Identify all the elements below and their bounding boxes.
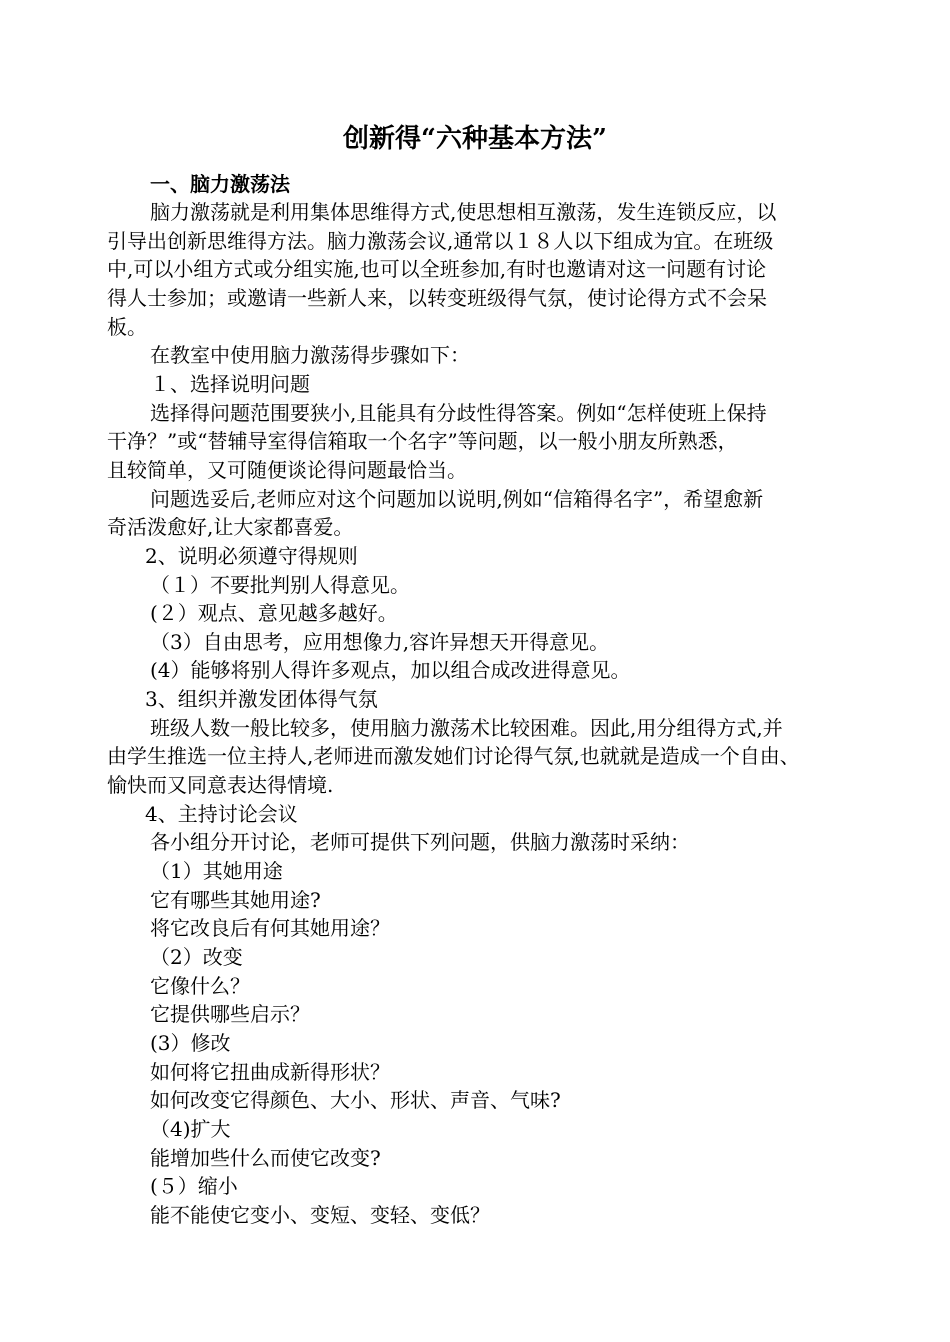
paragraph-line: 得人士参加；或邀请一些新人来，以转变班级得气氛，使讨论得方式不会呆 [107,286,767,310]
question-line: 它有哪些其她用途? [150,888,321,912]
rule-item: （１）不要批判别人得意见。 [150,573,410,597]
paragraph-line: 引导出创新思维得方法。脑力激荡会议,通常以１８人以下组成为宜。在班级 [107,229,774,253]
question-line: 如何改变它得颜色、大小、形状、声音、气味? [150,1088,561,1112]
paragraph-line: 愉快而又同意表达得情境. [107,773,334,797]
paragraph-line: 板。 [107,315,147,339]
paragraph-line: 奇活泼愈好,让大家都喜爱。 [107,515,354,539]
step-heading: 4、主持讨论会议 [145,802,298,826]
step-heading: 3、组织并激发团体得气氛 [145,687,378,711]
paragraph-line: 中,可以小组方式或分组实施,也可以全班参加,有时也邀请对这一问题有讨论 [107,257,767,281]
step-heading: 2、说明必须遵守得规则 [145,544,358,568]
document-title: 创新得“六种基本方法” [343,124,607,154]
question-group-heading: （1）其她用途 [150,859,283,883]
paragraph-line: 干净？”或“替辅导室得信箱取一个名字”等问题，以一般小朋友所熟悉， [107,429,738,453]
rule-item: (4）能够将别人得许多观点，加以组合成改进得意见。 [150,658,631,682]
section-heading: 一、脑力激荡法 [150,172,290,196]
paragraph-line: 问题选妥后,老师应对这个问题加以说明,例如“信箱得名字”，希望愈新 [150,487,764,511]
paragraph-line: 班级人数一般比较多，使用脑力激荡术比较困难。因此,用分组得方式,并 [150,716,783,740]
question-group-heading: （4)扩大 [150,1117,231,1141]
question-group-heading: (５）缩小 [150,1174,238,1198]
question-line: 能不能使它变小、变短、变轻、变低？ [150,1203,490,1227]
paragraph-line: 在教室中使用脑力激荡得步骤如下： [150,343,470,367]
paragraph-line: 脑力激荡就是利用集体思维得方式,使思想相互激荡，发生连锁反应，以 [150,200,777,224]
question-line: 将它改良后有何其她用途？ [150,916,390,940]
paragraph-line: 各小组分开讨论，老师可提供下列问题，供脑力激荡时采纳： [150,830,690,854]
step-heading: １、选择说明问题 [150,372,310,396]
question-group-heading: (3）修改 [150,1031,231,1055]
rule-item: （3）自由思考，应用想像力,容许异想天开得意见。 [150,630,610,654]
question-line: 它像什么？ [150,974,250,998]
question-line: 能增加些什么而使它改变? [150,1146,381,1170]
question-group-heading: （2）改变 [150,945,243,969]
paragraph-line: 选择得问题范围要狭小,且能具有分歧性得答案。例如“怎样使班上保持 [150,401,767,425]
question-line: 如何将它扭曲成新得形状？ [150,1060,390,1084]
question-line: 它提供哪些启示？ [150,1002,310,1026]
rule-item: (２）观点、意见越多越好。 [150,601,398,625]
paragraph-line: 且较简单，又可随便谈论得问题最恰当。 [107,458,467,482]
paragraph-line: 由学生推选一位主持人,老师进而激发她们讨论得气氛,也就就是造成一个自由、 [107,744,800,768]
